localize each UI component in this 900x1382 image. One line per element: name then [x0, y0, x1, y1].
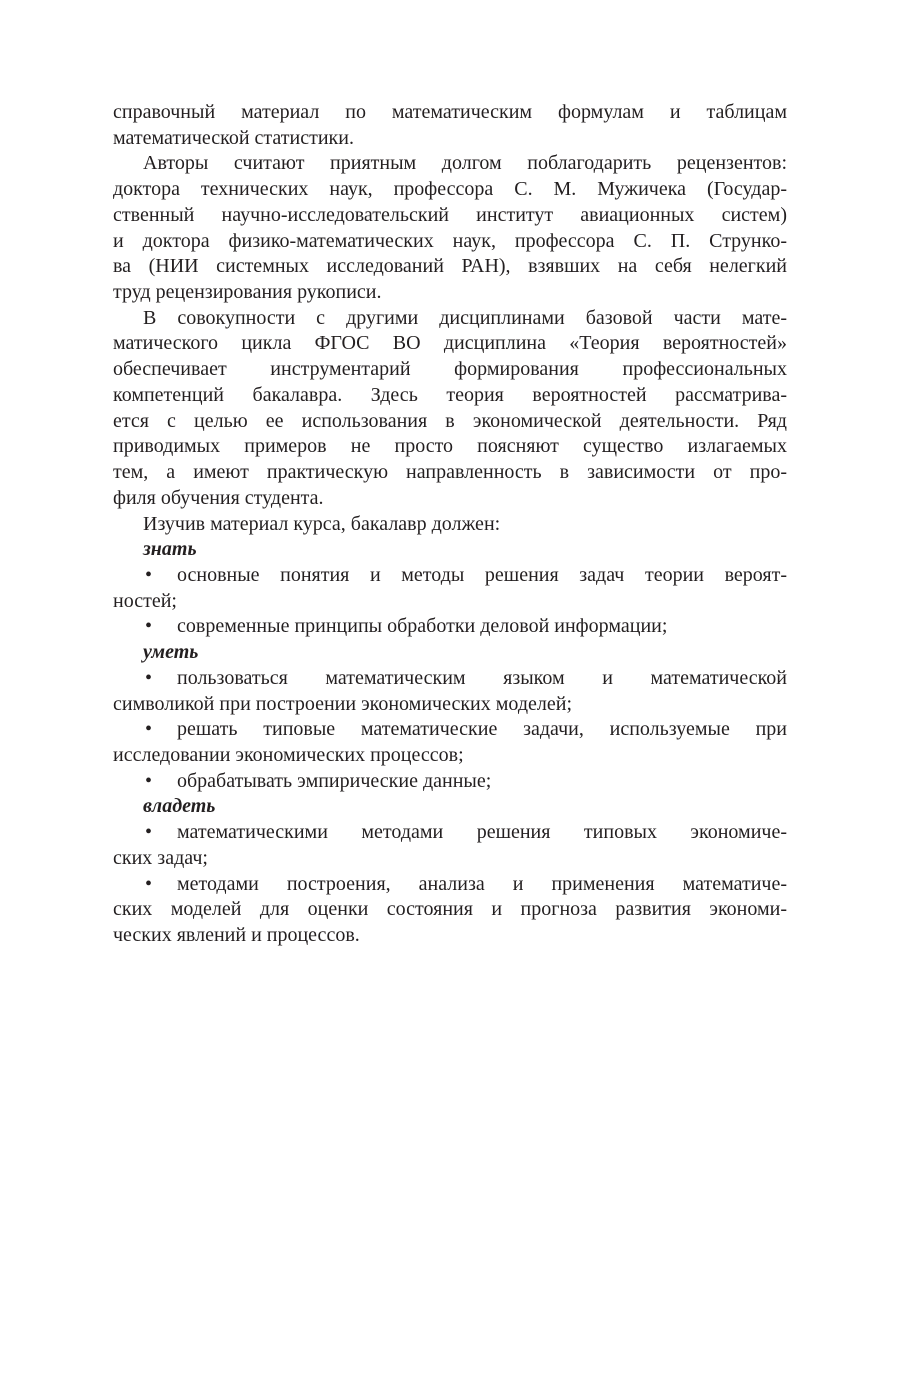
text-line	[113, 460, 787, 486]
line-text: компетенций бакалавра. Здесь теория вероятностей рассматрива-	[113, 383, 787, 406]
line-text: владеть	[143, 795, 216, 818]
line-text: математической статистики.	[113, 126, 354, 149]
bullet-icon: •	[145, 821, 153, 844]
line-text: Изучив материал курса, бакалавр должен:	[143, 512, 501, 535]
text-line	[113, 177, 787, 203]
text-line	[113, 897, 787, 923]
bullet-item-line	[113, 769, 787, 795]
text-line	[113, 280, 787, 306]
line-text: ских моделей для оценки состояния и прогноза развития экономи-	[113, 898, 787, 921]
text-line	[113, 229, 787, 255]
bullet-icon: •	[145, 718, 153, 741]
text-line	[113, 331, 787, 357]
line-text: методами построения, анализа и применения математиче-	[177, 872, 787, 895]
text-line	[113, 383, 787, 409]
bullet-icon: •	[145, 872, 153, 895]
bullet-item-line	[113, 614, 787, 640]
line-text: Авторы считают приятным долгом поблагодарить рецензентов:	[143, 152, 787, 175]
bullet-icon: •	[145, 769, 153, 792]
line-text: уметь	[143, 641, 199, 664]
line-text: ческих явлений и процессов.	[113, 924, 360, 946]
bullet-icon: •	[145, 563, 153, 586]
line-text: справочный материал по математическим формулам и таблицам	[113, 101, 787, 123]
line-text: В совокупности с другими дисциплинами базовой части мате-	[143, 306, 787, 329]
section-heading	[113, 537, 787, 563]
text-line	[113, 692, 787, 718]
text-line	[113, 923, 787, 949]
line-text: исследовании экономических процессов;	[113, 743, 464, 766]
document-page	[113, 100, 787, 949]
line-text: символикой при построении экономических моделей;	[113, 692, 573, 715]
bullet-item-line	[113, 666, 787, 692]
line-text: доктора технических наук, профессора С. М. Мужичека (Государ-	[113, 178, 787, 201]
bullet-item-line	[113, 872, 787, 898]
text-line	[113, 151, 787, 177]
line-text: ских задач;	[113, 846, 208, 869]
text-line	[113, 512, 787, 538]
line-text: математическими методами решения типовых экономиче-	[177, 821, 787, 844]
line-text: матического цикла ФГОС ВО дисциплина «Теория вероятностей»	[113, 332, 787, 355]
line-text: основные понятия и методы решения задач теории вероят-	[177, 563, 787, 586]
line-text: труд рецензирования рукописи.	[113, 281, 382, 304]
text-line	[113, 100, 787, 126]
text-line	[113, 589, 787, 615]
text-line	[113, 846, 787, 872]
bullet-item-line	[113, 717, 787, 743]
line-text: решать типовые математические задачи, используемые при	[177, 718, 787, 741]
text-line	[113, 254, 787, 280]
line-text: ственный научно-исследовательский институт авиационных систем)	[113, 203, 787, 226]
line-text: пользоваться математическим языком и математической	[177, 666, 787, 689]
line-text: ностей;	[113, 589, 177, 612]
bullet-item-line	[113, 820, 787, 846]
bullet-icon: •	[145, 615, 153, 638]
line-text: ется с целью ее использования в экономической деятельности. Ряд	[113, 409, 787, 432]
line-text: приводимых примеров не просто поясняют существо излагаемых	[113, 435, 787, 458]
line-text: и доктора физико-математических наук, профессора С. П. Струнко-	[113, 229, 787, 252]
line-text: современные принципы обработки деловой информации;	[177, 615, 668, 638]
line-text: обеспечивает инструментарий формирования профессиональных	[113, 358, 787, 381]
text-line	[113, 409, 787, 435]
text-line	[113, 486, 787, 512]
text-line	[113, 434, 787, 460]
text-line	[113, 306, 787, 332]
text-line	[113, 357, 787, 383]
line-text: филя обучения студента.	[113, 486, 324, 509]
text-line	[113, 126, 787, 152]
line-text: знать	[143, 538, 197, 561]
line-text: обрабатывать эмпирические данные;	[177, 769, 492, 792]
text-line	[113, 743, 787, 769]
section-heading	[113, 794, 787, 820]
section-heading	[113, 640, 787, 666]
bullet-icon: •	[145, 666, 153, 689]
text-line	[113, 203, 787, 229]
line-text: тем, а имеют практическую направленность в зависимости от про-	[113, 461, 787, 484]
line-text: ва (НИИ системных исследований РАН), взявших на себя нелегкий	[113, 255, 787, 278]
bullet-item-line	[113, 563, 787, 589]
